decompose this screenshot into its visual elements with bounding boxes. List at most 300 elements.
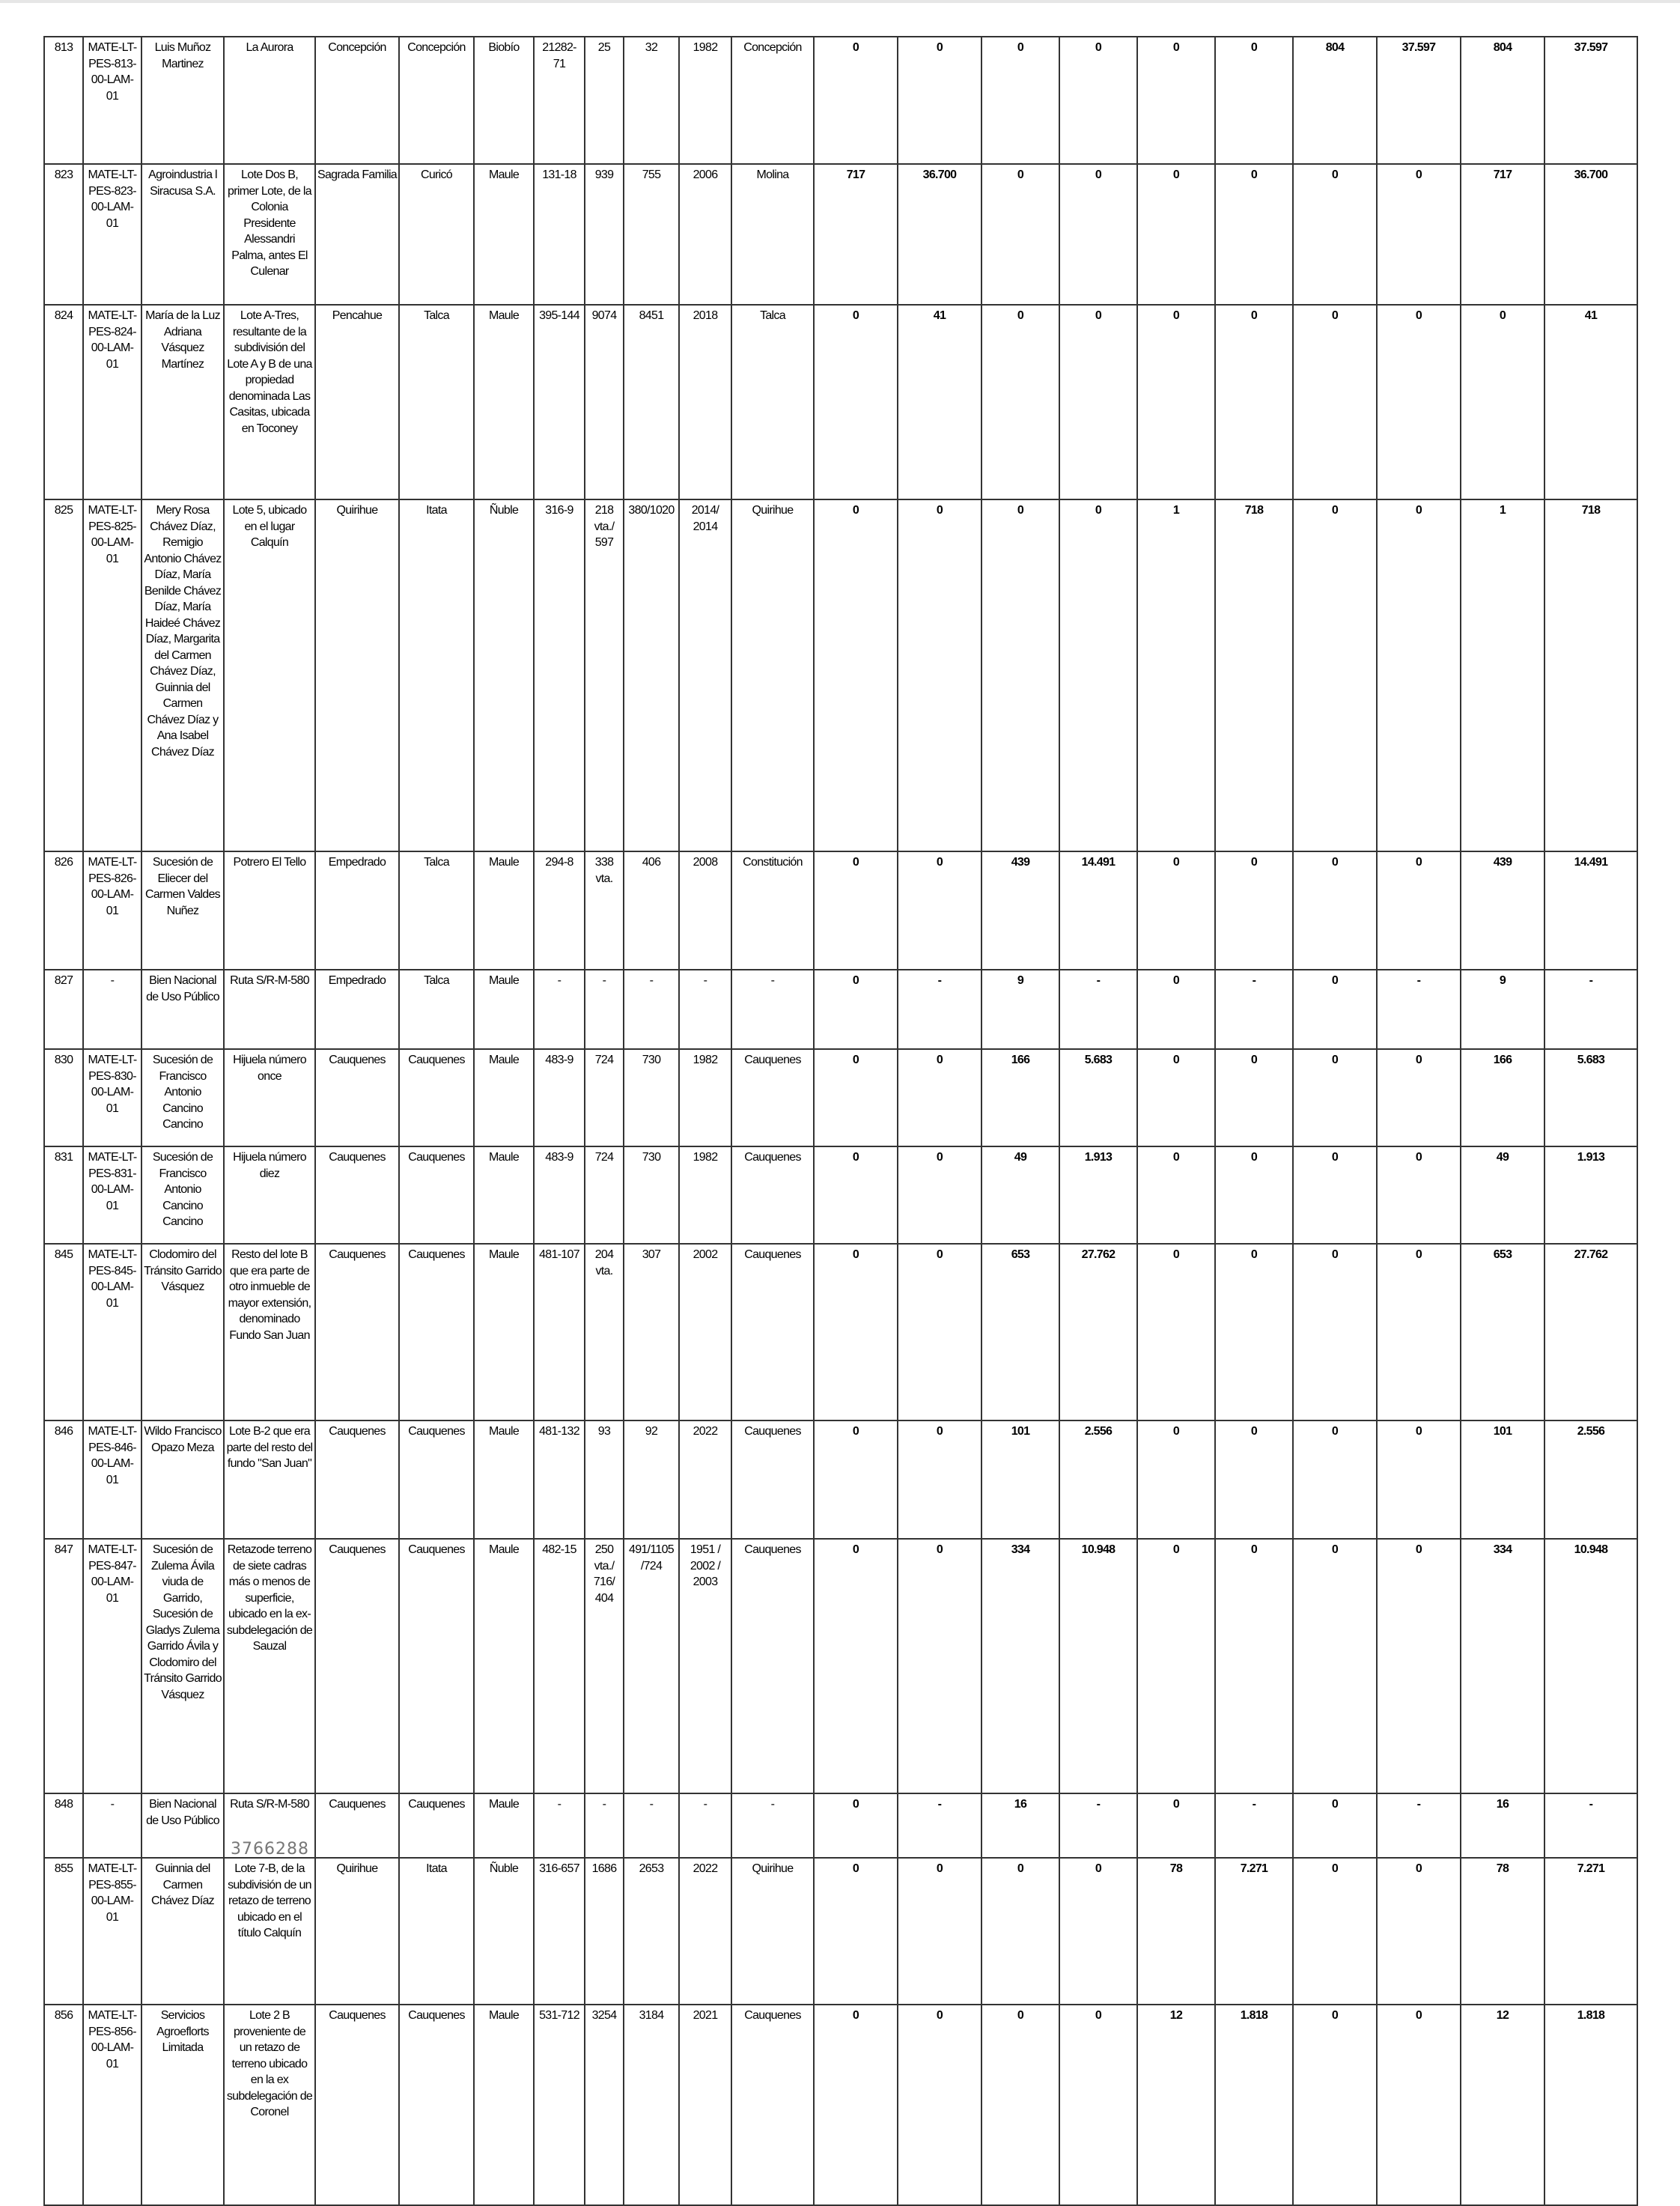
table-row	[44, 305, 1637, 499]
cell-value: -	[1059, 1793, 1137, 1858]
cell-value: 0	[1293, 164, 1377, 305]
table-row	[44, 499, 1637, 851]
cell-value: 41	[898, 305, 981, 499]
table-row	[44, 970, 1637, 1049]
cell-number: -	[624, 970, 679, 1049]
cell-property-name: Lote B-2 que era parte del resto del fundo "San Juan"	[224, 1420, 315, 1539]
cell-row-number: 855	[44, 1858, 83, 2005]
cell-value: 0	[814, 970, 898, 1049]
cell-property-name: Retazode terreno de siete cadras más o menos de superficie, ubicado en la ex-subdelegación de Sauzal	[224, 1539, 315, 1793]
cell-row-number: 824	[44, 305, 83, 499]
cell-total-m2: 14.491	[1544, 851, 1637, 970]
cell-owner: Sucesión de Francisco Antonio Cancino Cancino	[141, 1146, 224, 1244]
cell-property-name: Lote 2 B proveniente de un retazo de terreno ubicado en la ex subdelegación de Coronel	[224, 2005, 315, 2205]
cell-value: 2.556	[1059, 1420, 1137, 1539]
cell-code: MATE-LT-PES-856-00-LAM-01	[83, 2005, 141, 2205]
cell-total: 9	[1461, 970, 1544, 1049]
cell-rol: 483-9	[534, 1146, 585, 1244]
cell-value: 1.818	[1215, 2005, 1293, 2205]
cell-value: 0	[814, 1858, 898, 2005]
cell-value: 0	[814, 1793, 898, 1858]
cell-value: 0	[1137, 164, 1215, 305]
cell-total-m2: 41	[1544, 305, 1637, 499]
cell-number: 8451	[624, 305, 679, 499]
cell-value: 0	[1059, 305, 1137, 499]
cell-commune: Empedrado	[315, 970, 399, 1049]
cell-value: 0	[1215, 1539, 1293, 1793]
cell-value: 0	[1293, 970, 1377, 1049]
cell-number: 307	[624, 1244, 679, 1420]
cell-value: 718	[1215, 499, 1293, 851]
cell-property-name: Potrero El Tello	[224, 851, 315, 970]
cell-code: -	[83, 1793, 141, 1858]
table-row	[44, 1146, 1637, 1244]
cell-cbr: Cauquenes	[731, 1049, 814, 1146]
cell-owner: Sucesión de Eliecer del Carmen Valdes Nuñez	[141, 851, 224, 970]
cell-rol: 481-107	[534, 1244, 585, 1420]
cell-number: 380/1020	[624, 499, 679, 851]
cell-province: Itata	[399, 1858, 474, 2005]
cell-fojas: -	[585, 970, 624, 1049]
cell-number: 730	[624, 1146, 679, 1244]
cell-value: 0	[1215, 37, 1293, 164]
cell-owner: Sucesión de Francisco Antonio Cancino Cancino	[141, 1049, 224, 1146]
cell-value: 0	[814, 1244, 898, 1420]
cell-value: 0	[1293, 1049, 1377, 1146]
cell-rol: 483-9	[534, 1049, 585, 1146]
cell-value: 0	[814, 1539, 898, 1793]
cell-fojas: 218 vta./ 597	[585, 499, 624, 851]
cell-owner: Mery Rosa Chávez Díaz, Remigio Antonio Chávez Díaz, María Benilde Chávez Díaz, María Haideé Chávez Díaz, Margarita del Carmen Chávez Díaz, Guinnia del Carmen Chávez Díaz y Ana Isabel Chávez Díaz	[141, 499, 224, 851]
cell-value: 0	[898, 851, 981, 970]
cell-fojas: 250 vta./ 716/ 404	[585, 1539, 624, 1793]
cell-value: 0	[1137, 305, 1215, 499]
cell-owner: Bien Nacional de Uso Público	[141, 1793, 224, 1858]
cell-region: Ñuble	[474, 1858, 534, 2005]
cell-row-number: 856	[44, 2005, 83, 2205]
cell-code: MATE-LT-PES-831-00-LAM-01	[83, 1146, 141, 1244]
cell-rol: 395-144	[534, 305, 585, 499]
cell-region: Maule	[474, 1420, 534, 1539]
cell-total: 334	[1461, 1539, 1544, 1793]
cell-row-number: 830	[44, 1049, 83, 1146]
cell-value: 0	[1137, 1420, 1215, 1539]
cell-value: 0	[898, 37, 981, 164]
cell-value: 0	[1059, 1858, 1137, 2005]
cell-code: MATE-LT-PES-813-00-LAM-01	[83, 37, 141, 164]
cell-value: 0	[1293, 1244, 1377, 1420]
cell-number: 32	[624, 37, 679, 164]
cell-cbr: Talca	[731, 305, 814, 499]
cell-value: 0	[981, 305, 1059, 499]
cell-value: 0	[814, 1420, 898, 1539]
cell-fojas: 724	[585, 1049, 624, 1146]
table-row	[44, 164, 1637, 305]
cell-value: 0	[981, 499, 1059, 851]
cell-year: 2018	[679, 305, 731, 499]
cell-value: 717	[814, 164, 898, 305]
cell-owner: Guinnia del Carmen Chávez Díaz	[141, 1858, 224, 2005]
cell-cbr: Cauquenes	[731, 1146, 814, 1244]
cell-value: 0	[898, 1049, 981, 1146]
cell-total-m2: 2.556	[1544, 1420, 1637, 1539]
table-row	[44, 2005, 1637, 2205]
cell-number: 92	[624, 1420, 679, 1539]
cell-cbr: Quirihue	[731, 499, 814, 851]
cell-value: 0	[1137, 1793, 1215, 1858]
cell-value: 0	[1377, 499, 1461, 851]
cell-cbr: -	[731, 970, 814, 1049]
cell-total-m2: 1.818	[1544, 2005, 1637, 2205]
cell-value: 0	[814, 37, 898, 164]
cell-value: 0	[981, 1858, 1059, 2005]
cell-value: 0	[981, 2005, 1059, 2205]
cell-value: 0	[1293, 851, 1377, 970]
cell-region: Maule	[474, 851, 534, 970]
cell-value: 0	[1215, 851, 1293, 970]
cell-province: Cauquenes	[399, 2005, 474, 2205]
cell-commune: Cauquenes	[315, 2005, 399, 2205]
cell-value: 0	[1137, 1539, 1215, 1793]
cell-fojas: 1686	[585, 1858, 624, 2005]
cell-province: Talca	[399, 305, 474, 499]
cell-region: Maule	[474, 1793, 534, 1858]
cell-value: 0	[814, 499, 898, 851]
cell-value: 0	[898, 1539, 981, 1793]
cell-rol: 131-18	[534, 164, 585, 305]
cell-value: 0	[898, 1858, 981, 2005]
cell-value: 0	[1215, 164, 1293, 305]
cell-code: -	[83, 970, 141, 1049]
cell-province: Curicó	[399, 164, 474, 305]
cell-value: 0	[1377, 1049, 1461, 1146]
cell-value: 0	[1377, 851, 1461, 970]
cell-value: 0	[1215, 305, 1293, 499]
cell-value: 0	[1137, 1244, 1215, 1420]
cell-value: 0	[1293, 1146, 1377, 1244]
cell-row-number: 827	[44, 970, 83, 1049]
cell-row-number: 845	[44, 1244, 83, 1420]
cell-value: 0	[814, 1049, 898, 1146]
cell-total: 49	[1461, 1146, 1544, 1244]
cell-total: 78	[1461, 1858, 1544, 2005]
cell-rol: 21282-71	[534, 37, 585, 164]
cell-year: 2021	[679, 2005, 731, 2205]
cell-code: MATE-LT-PES-855-00-LAM-01	[83, 1858, 141, 2005]
cell-owner: Servicios Agroeflorts Limitada	[141, 2005, 224, 2205]
cell-total-m2: 27.762	[1544, 1244, 1637, 1420]
cell-property-name: Resto del lote B que era parte de otro inmueble de mayor extensión, denominado Fundo San Juan	[224, 1244, 315, 1420]
cell-value: 0	[1293, 1858, 1377, 2005]
cell-property-name: Hijuela número diez	[224, 1146, 315, 1244]
cell-commune: Cauquenes	[315, 1420, 399, 1539]
cell-value: 0	[814, 2005, 898, 2205]
cell-property-name: Ruta S/R-M-580	[224, 1793, 315, 1858]
cell-commune: Empedrado	[315, 851, 399, 970]
cell-value: 0	[1377, 1539, 1461, 1793]
cell-row-number: 847	[44, 1539, 83, 1793]
cell-commune: Cauquenes	[315, 1146, 399, 1244]
cell-cbr: Quirihue	[731, 1858, 814, 2005]
cell-value: 0	[1059, 37, 1137, 164]
cell-cbr: Cauquenes	[731, 1244, 814, 1420]
cell-total: 717	[1461, 164, 1544, 305]
cell-fojas: 204 vta.	[585, 1244, 624, 1420]
cell-total: 12	[1461, 2005, 1544, 2205]
cell-fojas: 25	[585, 37, 624, 164]
cell-code: MATE-LT-PES-847-00-LAM-01	[83, 1539, 141, 1793]
cell-value: 1	[1137, 499, 1215, 851]
cell-commune: Sagrada Familia	[315, 164, 399, 305]
cell-number: 755	[624, 164, 679, 305]
cell-row-number: 826	[44, 851, 83, 970]
cell-fojas: 93	[585, 1420, 624, 1539]
cell-total-m2: -	[1544, 970, 1637, 1049]
cell-value: 0	[1293, 1793, 1377, 1858]
cell-value: 0	[1215, 1049, 1293, 1146]
cell-number: 3184	[624, 2005, 679, 2205]
cell-value: 0	[1377, 2005, 1461, 2205]
cell-year: 2022	[679, 1420, 731, 1539]
cell-value: 0	[1137, 851, 1215, 970]
cell-number: -	[624, 1793, 679, 1858]
cell-total-m2: 37.597	[1544, 37, 1637, 164]
cell-value: 0	[1293, 305, 1377, 499]
cell-code: MATE-LT-PES-823-00-LAM-01	[83, 164, 141, 305]
cell-province: Cauquenes	[399, 1539, 474, 1793]
cell-cbr: Cauquenes	[731, 2005, 814, 2205]
cell-year: 2014/ 2014	[679, 499, 731, 851]
cell-cbr: -	[731, 1793, 814, 1858]
cell-value: -	[1377, 970, 1461, 1049]
cell-value: 0	[1293, 2005, 1377, 2205]
cell-value: 0	[898, 2005, 981, 2205]
cell-fojas: -	[585, 1793, 624, 1858]
cell-number: 2653	[624, 1858, 679, 2005]
cell-value: -	[1215, 1793, 1293, 1858]
cell-total: 804	[1461, 37, 1544, 164]
cell-total: 0	[1461, 305, 1544, 499]
cell-value: 27.762	[1059, 1244, 1137, 1420]
cell-value: -	[1377, 1793, 1461, 1858]
cell-code: MATE-LT-PES-830-00-LAM-01	[83, 1049, 141, 1146]
cell-row-number: 848	[44, 1793, 83, 1858]
cell-value: 0	[898, 1146, 981, 1244]
cell-owner: Clodomiro del Tránsito Garrido Vásquez	[141, 1244, 224, 1420]
cell-value: 14.491	[1059, 851, 1137, 970]
cell-value: 334	[981, 1539, 1059, 1793]
cell-commune: Cauquenes	[315, 1793, 399, 1858]
cell-number: 730	[624, 1049, 679, 1146]
cell-value: -	[898, 970, 981, 1049]
cell-total: 166	[1461, 1049, 1544, 1146]
cell-value: 0	[1293, 1539, 1377, 1793]
cell-total-m2: 1.913	[1544, 1146, 1637, 1244]
cell-province: Concepción	[399, 37, 474, 164]
cell-year: 2006	[679, 164, 731, 305]
document-code: 3766288	[231, 1840, 309, 1859]
cell-total: 439	[1461, 851, 1544, 970]
cell-rol: -	[534, 1793, 585, 1858]
cell-region: Maule	[474, 164, 534, 305]
cell-value: 5.683	[1059, 1049, 1137, 1146]
cell-cbr: Constitución	[731, 851, 814, 970]
cell-region: Ñuble	[474, 499, 534, 851]
cell-value: 0	[1377, 1244, 1461, 1420]
cell-row-number: 813	[44, 37, 83, 164]
cell-property-name: Lote A-Tres, resultante de la subdivisión del Lote A y B de una propiedad denominada Las Casitas, ubicada en Toconey	[224, 305, 315, 499]
cell-fojas: 3254	[585, 2005, 624, 2205]
cell-row-number: 823	[44, 164, 83, 305]
cell-region: Maule	[474, 1049, 534, 1146]
cell-province: Cauquenes	[399, 1244, 474, 1420]
cell-region: Maule	[474, 970, 534, 1049]
cell-total-m2: 5.683	[1544, 1049, 1637, 1146]
cell-property-name: Lote Dos B, primer Lote, de la Colonia Presidente Alessandri Palma, antes El Culenar	[224, 164, 315, 305]
table-row	[44, 1858, 1637, 2005]
cell-value: 0	[1059, 164, 1137, 305]
cell-property-name: Lote 7-B, de la subdivisión de un retazo de terreno ubicado en el título Calquín	[224, 1858, 315, 2005]
cell-cbr: Cauquenes	[731, 1420, 814, 1539]
cell-value: 0	[898, 499, 981, 851]
cell-code: MATE-LT-PES-825-00-LAM-01	[83, 499, 141, 851]
cell-value: 12	[1137, 2005, 1215, 2205]
cell-rol: -	[534, 970, 585, 1049]
cell-row-number: 846	[44, 1420, 83, 1539]
cell-value: 0	[1377, 1858, 1461, 2005]
cell-value: -	[1059, 970, 1137, 1049]
table-row	[44, 1539, 1637, 1793]
cell-province: Cauquenes	[399, 1793, 474, 1858]
cell-value: -	[1215, 970, 1293, 1049]
cell-year: 1951 / 2002 / 2003	[679, 1539, 731, 1793]
cell-year: 1982	[679, 1049, 731, 1146]
cell-total: 653	[1461, 1244, 1544, 1420]
cell-value: 0	[981, 164, 1059, 305]
cell-fojas: 9074	[585, 305, 624, 499]
cell-value: 0	[1137, 1049, 1215, 1146]
cell-value: 0	[1377, 1146, 1461, 1244]
cell-year: 2008	[679, 851, 731, 970]
cell-property-name: Hijuela número once	[224, 1049, 315, 1146]
cell-value: 0	[981, 37, 1059, 164]
cell-value: 0	[1293, 1420, 1377, 1539]
cell-value: 439	[981, 851, 1059, 970]
cell-value: 0	[1137, 970, 1215, 1049]
cell-commune: Concepción	[315, 37, 399, 164]
cell-property-name: Lote 5, ubicado en el lugar Calquín	[224, 499, 315, 851]
cell-value: 78	[1137, 1858, 1215, 2005]
cell-total-m2: 7.271	[1544, 1858, 1637, 2005]
cell-value: 0	[1293, 499, 1377, 851]
cell-value: 166	[981, 1049, 1059, 1146]
property-table	[43, 36, 1638, 2206]
cell-cbr: Molina	[731, 164, 814, 305]
cell-commune: Cauquenes	[315, 1539, 399, 1793]
cell-commune: Cauquenes	[315, 1049, 399, 1146]
table-body	[44, 37, 1637, 2205]
cell-code: MATE-LT-PES-846-00-LAM-01	[83, 1420, 141, 1539]
cell-value: 49	[981, 1146, 1059, 1244]
cell-value: 0	[814, 305, 898, 499]
cell-value: 0	[814, 851, 898, 970]
cell-value: 0	[1377, 305, 1461, 499]
cell-owner: Agroindustria l Siracusa S.A.	[141, 164, 224, 305]
cell-total: 101	[1461, 1420, 1544, 1539]
cell-owner: Bien Nacional de Uso Público	[141, 970, 224, 1049]
cell-value: 36.700	[898, 164, 981, 305]
cell-fojas: 939	[585, 164, 624, 305]
cell-number: 406	[624, 851, 679, 970]
cell-row-number: 831	[44, 1146, 83, 1244]
cell-total-m2: 718	[1544, 499, 1637, 851]
cell-region: Maule	[474, 1146, 534, 1244]
cell-value: 804	[1293, 37, 1377, 164]
cell-total-m2: -	[1544, 1793, 1637, 1858]
cell-property-name: La Aurora	[224, 37, 315, 164]
cell-value: 0	[1215, 1244, 1293, 1420]
cell-value: 9	[981, 970, 1059, 1049]
cell-province: Talca	[399, 970, 474, 1049]
cell-total-m2: 10.948	[1544, 1539, 1637, 1793]
cell-year: 1982	[679, 37, 731, 164]
cell-region: Maule	[474, 1244, 534, 1420]
cell-value: 0	[1137, 37, 1215, 164]
cell-commune: Quirihue	[315, 499, 399, 851]
cell-region: Biobío	[474, 37, 534, 164]
cell-commune: Pencahue	[315, 305, 399, 499]
cell-property-name: Ruta S/R-M-580	[224, 970, 315, 1049]
cell-value: 0	[1059, 499, 1137, 851]
cell-owner: Wildo Francisco Opazo Meza	[141, 1420, 224, 1539]
cell-rol: 482-15	[534, 1539, 585, 1793]
cell-value: 0	[1059, 2005, 1137, 2205]
cell-total: 16	[1461, 1793, 1544, 1858]
cell-rol: 481-132	[534, 1420, 585, 1539]
table-row	[44, 1244, 1637, 1420]
table-row	[44, 37, 1637, 164]
cell-rol: 316-9	[534, 499, 585, 851]
cell-region: Maule	[474, 2005, 534, 2205]
cell-owner: María de la Luz Adriana Vásquez Martínez	[141, 305, 224, 499]
cell-owner: Luis Muñoz Martinez	[141, 37, 224, 164]
cell-value: 0	[1215, 1146, 1293, 1244]
cell-rol: 316-657	[534, 1858, 585, 2005]
cell-value: 7.271	[1215, 1858, 1293, 2005]
cell-value: 0	[898, 1244, 981, 1420]
cell-fojas: 724	[585, 1146, 624, 1244]
cell-cbr: Concepción	[731, 37, 814, 164]
cell-value: 653	[981, 1244, 1059, 1420]
cell-year: -	[679, 1793, 731, 1858]
cell-value: 0	[1215, 1420, 1293, 1539]
cell-year: 1982	[679, 1146, 731, 1244]
cell-province: Itata	[399, 499, 474, 851]
cell-total-m2: 36.700	[1544, 164, 1637, 305]
cell-value: 0	[1377, 1420, 1461, 1539]
cell-value: 0	[814, 1146, 898, 1244]
cell-value: 0	[1137, 1146, 1215, 1244]
cell-value: 101	[981, 1420, 1059, 1539]
cell-total: 1	[1461, 499, 1544, 851]
cell-province: Cauquenes	[399, 1049, 474, 1146]
cell-code: MATE-LT-PES-824-00-LAM-01	[83, 305, 141, 499]
cell-number: 491/1105 /724	[624, 1539, 679, 1793]
cell-row-number: 825	[44, 499, 83, 851]
cell-province: Cauquenes	[399, 1420, 474, 1539]
table-row	[44, 1049, 1637, 1146]
cell-code: MATE-LT-PES-826-00-LAM-01	[83, 851, 141, 970]
